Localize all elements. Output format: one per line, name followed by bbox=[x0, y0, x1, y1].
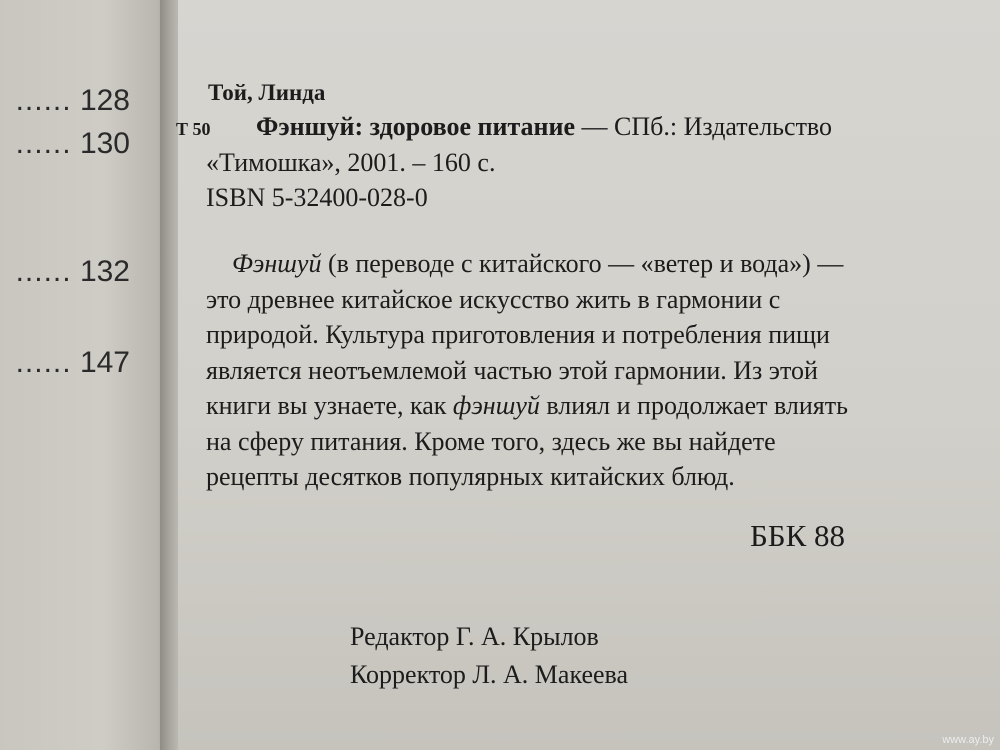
title-line bbox=[256, 112, 832, 142]
annotation-term: фэншуй bbox=[452, 391, 540, 420]
book-title: Фэншуй: здоровое питание bbox=[256, 112, 576, 141]
annotation-line-text: книги вы узнаете, как bbox=[206, 391, 453, 420]
toc-entry bbox=[0, 346, 130, 380]
credits bbox=[350, 618, 628, 694]
annotation-line bbox=[206, 388, 896, 424]
toc-entry bbox=[0, 84, 130, 118]
toc-page-number: 130 bbox=[79, 127, 130, 160]
annotation-line: на сферу питания. Кроме того, здесь же вы найдете bbox=[206, 426, 776, 456]
annotation-line: это древнее китайское искусство жить в гармонии с bbox=[206, 284, 781, 314]
bbk-index: ББК 88 bbox=[750, 518, 846, 553]
previous-page bbox=[0, 0, 172, 750]
catalog-code: Т 50 bbox=[176, 119, 211, 139]
isbn: ISBN 5-32400-028-0 bbox=[206, 183, 428, 212]
toc-page-number: 147 bbox=[79, 346, 130, 379]
author-name: Той, Линда bbox=[208, 80, 326, 105]
annotation-line-text: влиял и продолжает влиять bbox=[539, 391, 848, 420]
site-watermark: www.ay.by bbox=[942, 734, 994, 746]
annotation-text bbox=[206, 246, 896, 495]
toc-leader-dots: ...... bbox=[15, 84, 72, 117]
toc-entry bbox=[0, 127, 130, 161]
annotation-term: Фэншуй bbox=[232, 249, 322, 278]
editor-credit: Редактор Г. А. Крылов bbox=[350, 622, 599, 651]
publisher-line: «Тимошка», 2001. – 160 с. bbox=[206, 148, 496, 177]
toc-page-number: 132 bbox=[79, 255, 130, 288]
toc-entry bbox=[0, 255, 130, 289]
annotation-line bbox=[206, 246, 896, 282]
annotation-line: природой. Культура приготовления и потребления пищи bbox=[206, 320, 830, 349]
toc-leader-dots: ...... bbox=[15, 127, 72, 160]
annotation-line: рецепты десятков популярных китайских блюд. bbox=[206, 462, 735, 491]
toc-leader-dots: ...... bbox=[15, 255, 72, 288]
publisher-city: — СПб.: Издательство bbox=[575, 112, 833, 141]
annotation-line-text: (в переводе с китайского — «ветер и вода») — bbox=[321, 249, 844, 278]
annotation-line: является неотъемлемой частью этой гармонии. Из этой bbox=[206, 355, 818, 385]
toc-page-number: 128 bbox=[79, 84, 130, 117]
toc-leader-dots: ...... bbox=[15, 346, 72, 379]
proofreader-credit: Корректор Л. А. Макеева bbox=[350, 660, 629, 689]
